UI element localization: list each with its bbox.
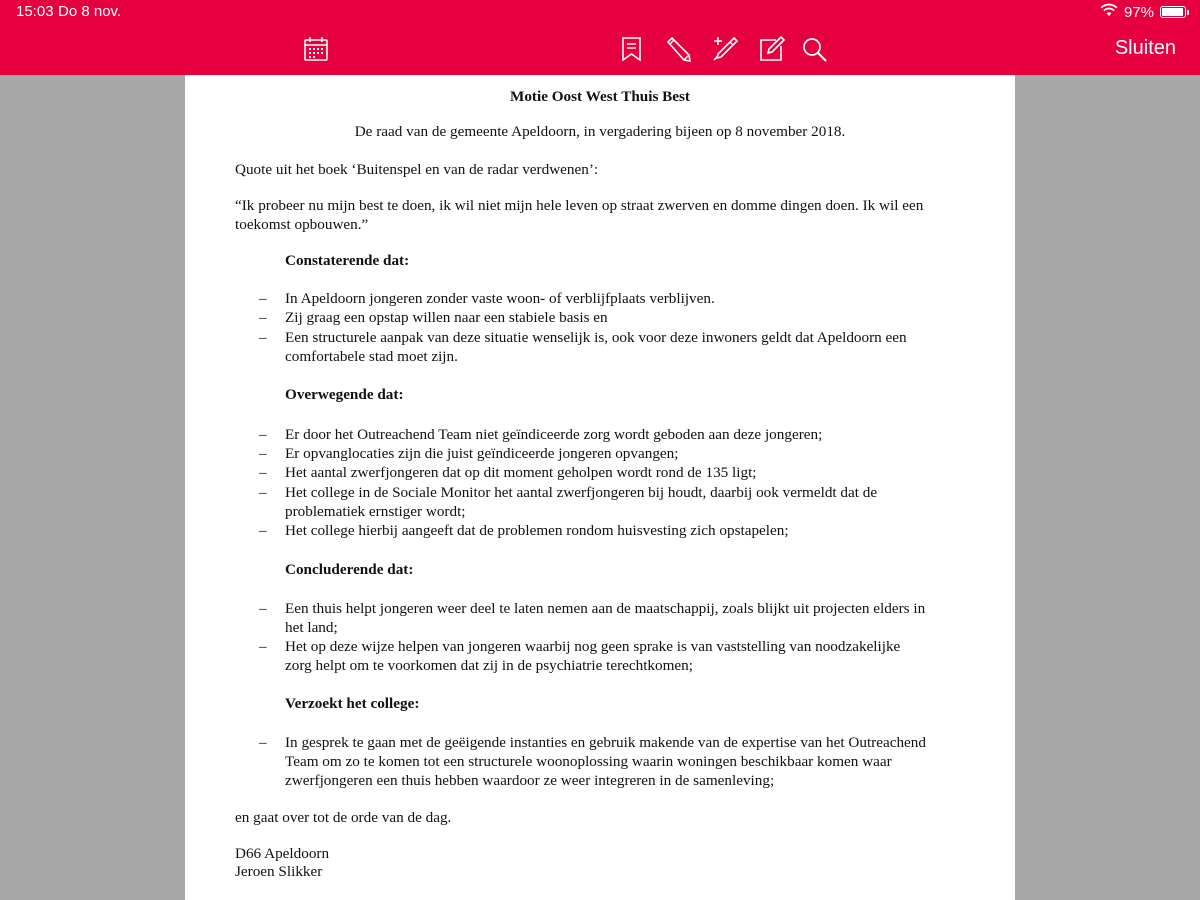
list-item-continuation: comfortabele stad moet zijn. (285, 348, 458, 365)
status-time: 15:03 (16, 3, 54, 20)
bookmark-icon[interactable] (619, 36, 645, 62)
quote-intro: Quote uit het boek ‘Buitenspel en van de radar verdwenen’: (235, 161, 599, 178)
search-icon[interactable] (801, 36, 827, 62)
battery-fill (1162, 8, 1183, 16)
list-item: – Het op deze wijze helpen van jongeren waarbij nog geen sprake is van vaststelling van noodzakelijke (259, 638, 901, 655)
closing-line: en gaat over tot de orde van de dag. (235, 809, 452, 826)
document-page (185, 75, 1015, 900)
list-item-continuation: zwerfjongeren een thuis hebben waardoor ze weer integreren in de samenleving; (285, 772, 775, 789)
status-date: Do 8 nov. (58, 3, 122, 20)
heading-verzoekt: Verzoekt het college: (285, 695, 420, 712)
list-item-continuation: Team om zo te komen tot een structurele woonoplossing waarin woningen beschikbaar komen waar (285, 753, 892, 770)
quote-line: “Ik probeer nu mijn best te doen, ik wil niet mijn hele leven op straat zwerven en domme dingen doen. Ik wil een (235, 197, 924, 214)
list-item: – In Apeldoorn jongeren zonder vaste woon- of verblijfplaats verblijven. (259, 290, 715, 307)
heading-concluderende: Concluderende dat: (285, 561, 414, 578)
list-item-continuation: zorg helpt om te voorkomen dat zij in de psychiatrie terechtkomen; (285, 657, 693, 674)
calendar-icon[interactable] (303, 36, 329, 62)
list-item: – Zij graag een opstap willen naar een stabiele basis en (259, 309, 608, 326)
list-item: – Een thuis helpt jongeren weer deel te laten nemen aan de maatschappij, zoals blijkt uit projecten elders in (259, 600, 926, 617)
document-intro: De raad van de gemeente Apeldoorn, in vergadering bijeen op 8 november 2018. (354, 123, 846, 140)
list-item: – Een structurele aanpak van deze situatie wenselijk is, ook voor deze inwoners geldt dat Apeldoorn een (259, 329, 907, 346)
battery-icon (1160, 6, 1186, 18)
status-indicators (1100, 3, 1186, 21)
signature-name: Jeroen Slikker (235, 863, 323, 880)
pencil-icon[interactable] (665, 36, 691, 62)
list-item: – Het aantal zwerfjongeren dat op dit moment geholpen wordt rond de 135 ligt; (259, 464, 757, 481)
close-button[interactable]: Sluiten (1114, 37, 1176, 59)
list-item: – Er opvanglocaties zijn die juist geïndiceerde jongeren opvangen; (259, 445, 679, 462)
magic-pen-icon[interactable] (712, 36, 738, 62)
wifi-icon (1100, 3, 1118, 21)
list-item: – Er door het Outreachend Team niet geïndiceerde zorg wordt geboden aan deze jongeren; (259, 426, 823, 443)
list-item: – In gesprek te gaan met de geëigende instanties en gebruik makende van de expertise van het Outreachend (259, 734, 926, 751)
list-item: – Het college hierbij aangeeft dat de problemen rondom huisvesting zich opstapelen; (259, 522, 789, 539)
edit-note-icon[interactable] (759, 36, 785, 62)
list-item-continuation: het land; (285, 619, 338, 636)
battery-percentage: 97% (1123, 3, 1154, 21)
heading-overwegende: Overwegende dat: (285, 386, 404, 403)
top-toolbar (0, 0, 1200, 75)
document-title: Motie Oost West Thuis Best (509, 88, 690, 105)
heading-constaterende: Constaterende dat: (285, 252, 410, 269)
quote-line: toekomst opbouwen.” (235, 216, 369, 233)
list-item-continuation: problematiek ernstiger wordt; (285, 503, 466, 520)
list-item: – Het college in de Sociale Monitor het aantal zwerfjongeren bij houdt, daarbij ook vermeldt dat de (259, 484, 878, 501)
signature-party: D66 Apeldoorn (235, 845, 330, 862)
